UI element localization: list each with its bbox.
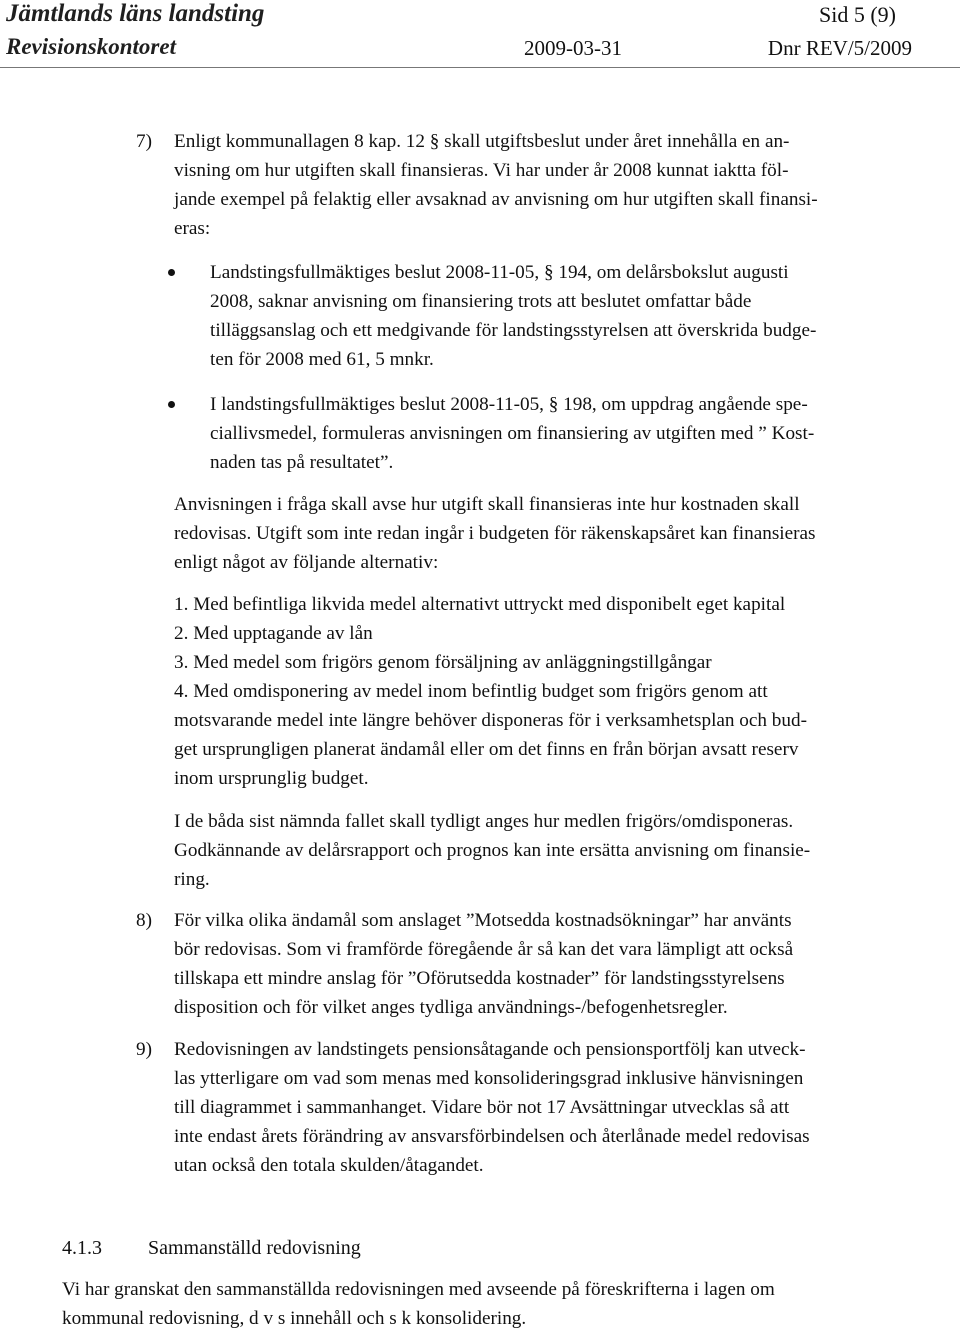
- text-line: Landstingsfullmäktiges beslut 2008-11-05, § 194, om delårsbokslut augusti: [210, 262, 789, 283]
- text-line: 2008, saknar anvisning om finansiering trots att beslutet omfattar både: [210, 291, 752, 312]
- document-date: 2009-03-31: [524, 36, 622, 60]
- text-line: ring.: [174, 869, 210, 890]
- text-line: ten för 2008 med 61, 5 mnkr.: [210, 349, 434, 370]
- text-line: motsvarande medel inte längre behöver disponeras för i verksamhetsplan och bud-: [174, 710, 807, 731]
- text-line: utan också den totala skulden/åtagandet.: [174, 1155, 484, 1176]
- list-item: 1. Med befintliga likvida medel alternativt uttryckt med disponibelt eget kapital: [174, 594, 786, 615]
- text-line: get ursprungligen planerat ändamål eller om det finns en från början avsatt reserv: [174, 739, 799, 760]
- paragraph-last-cases: [174, 807, 810, 894]
- text-line: Anvisningen i fråga skall avse hur utgift skall finansieras inte hur kostnaden skall: [174, 494, 800, 515]
- text-line: I de båda sist nämnda fallet skall tydligt anges hur medlen frigörs/omdisponeras.: [174, 811, 794, 832]
- organization-name: Jämtlands läns landsting: [6, 0, 265, 27]
- list-item: 3. Med medel som frigörs genom försäljning av anläggningstillgångar: [174, 652, 712, 673]
- text-line: bör redovisas. Som vi framförde föregående år så kan det vara lämpligt att också: [174, 939, 794, 960]
- bullet-icon: [168, 401, 175, 408]
- text-line: Redovisningen av landstingets pensionsåtagande och pensionsportfölj kan utveck-: [174, 1039, 806, 1060]
- text-line: eras:: [174, 218, 211, 239]
- document-reference: Dnr REV/5/2009: [767, 36, 912, 60]
- section-title: Sammanställd redovisning: [148, 1237, 361, 1259]
- section-body: [62, 1275, 775, 1333]
- text-line: Vi har granskat den sammanställda redovisningen med avseende på föreskrifterna i lagen om: [62, 1279, 775, 1300]
- text-line: För vilka olika ändamål som anslaget ”Motsedda kostnadsökningar” har använts: [174, 910, 792, 931]
- department-name: Revisionskontoret: [6, 34, 176, 59]
- text-line: inte endast årets förändring av ansvarsförbindelsen och återlånade medel redovisas: [174, 1126, 810, 1147]
- item-8-number: 8): [136, 910, 152, 931]
- text-line: ciallivsmedel, formuleras anvisningen om finansiering av utgiften med ” Kost-: [210, 423, 815, 444]
- section-number: 4.1.3: [62, 1237, 102, 1259]
- text-line: kommunal redovisning, d v s innehåll och s k konsolidering.: [62, 1308, 527, 1329]
- text-line: tilläggsanslag och ett medgivande för landstingsstyrelsen att överskrida budge-: [210, 320, 817, 341]
- text-line: Godkännande av delårsrapport och prognos kan inte ersätta anvisning om finansie-: [174, 840, 811, 861]
- text-line: Enligt kommunallagen 8 kap. 12 § skall utgiftsbeslut under året innehålla en an-: [174, 131, 790, 152]
- item-9-number: 9): [136, 1039, 152, 1060]
- bullet-item-1: [210, 258, 816, 374]
- text-line: redovisas. Utgift som inte redan ingår i budgeten för räkenskapsåret kan finansieras: [174, 523, 816, 544]
- page-header: [0, 0, 960, 68]
- text-line: jande exempel på felaktig eller avsaknad av anvisning om hur utgiften skall finansi-: [174, 189, 818, 210]
- item-7-intro: [174, 127, 818, 243]
- list-item: 4. Med omdisponering av medel inom befintlig budget som frigörs genom att: [174, 681, 768, 702]
- text-line: naden tas på resultatet”.: [210, 452, 394, 473]
- section-heading: [62, 1234, 361, 1263]
- text-line: till diagrammet i sammanhanget. Vidare bör not 17 Avsättningar utvecklas så att: [174, 1097, 790, 1118]
- text-line: las ytterligare om vad som menas med konsolideringsgrad inklusive hänvisningen: [174, 1068, 804, 1089]
- bullet-icon: [168, 269, 175, 276]
- paragraph-financing-guidance: [174, 490, 816, 577]
- item-8-text: [174, 906, 793, 1022]
- text-line: inom ursprunglig budget.: [174, 768, 369, 789]
- page-number: Sid 5 (9): [819, 2, 896, 27]
- bullet-item-2: [210, 390, 814, 477]
- item-7-number: 7): [136, 131, 152, 152]
- text-line: disposition och för vilket anges tydliga användnings-/befogenhetsregler.: [174, 997, 728, 1018]
- text-line: I landstingsfullmäktiges beslut 2008-11-05, § 198, om uppdrag angående spe-: [210, 394, 808, 415]
- item-9-text: [174, 1035, 810, 1180]
- text-line: visning om hur utgiften skall finansieras. Vi har under år 2008 kunnat iaktta föl-: [174, 160, 789, 181]
- alternatives-list: [174, 590, 807, 793]
- list-item: 2. Med upptagande av lån: [174, 623, 373, 644]
- header-divider: [0, 67, 960, 68]
- text-line: enligt något av följande alternativ:: [174, 552, 439, 573]
- text-line: tillskapa ett mindre anslag för ”Oförutsedda kostnader” för landstingsstyrelsens: [174, 968, 785, 989]
